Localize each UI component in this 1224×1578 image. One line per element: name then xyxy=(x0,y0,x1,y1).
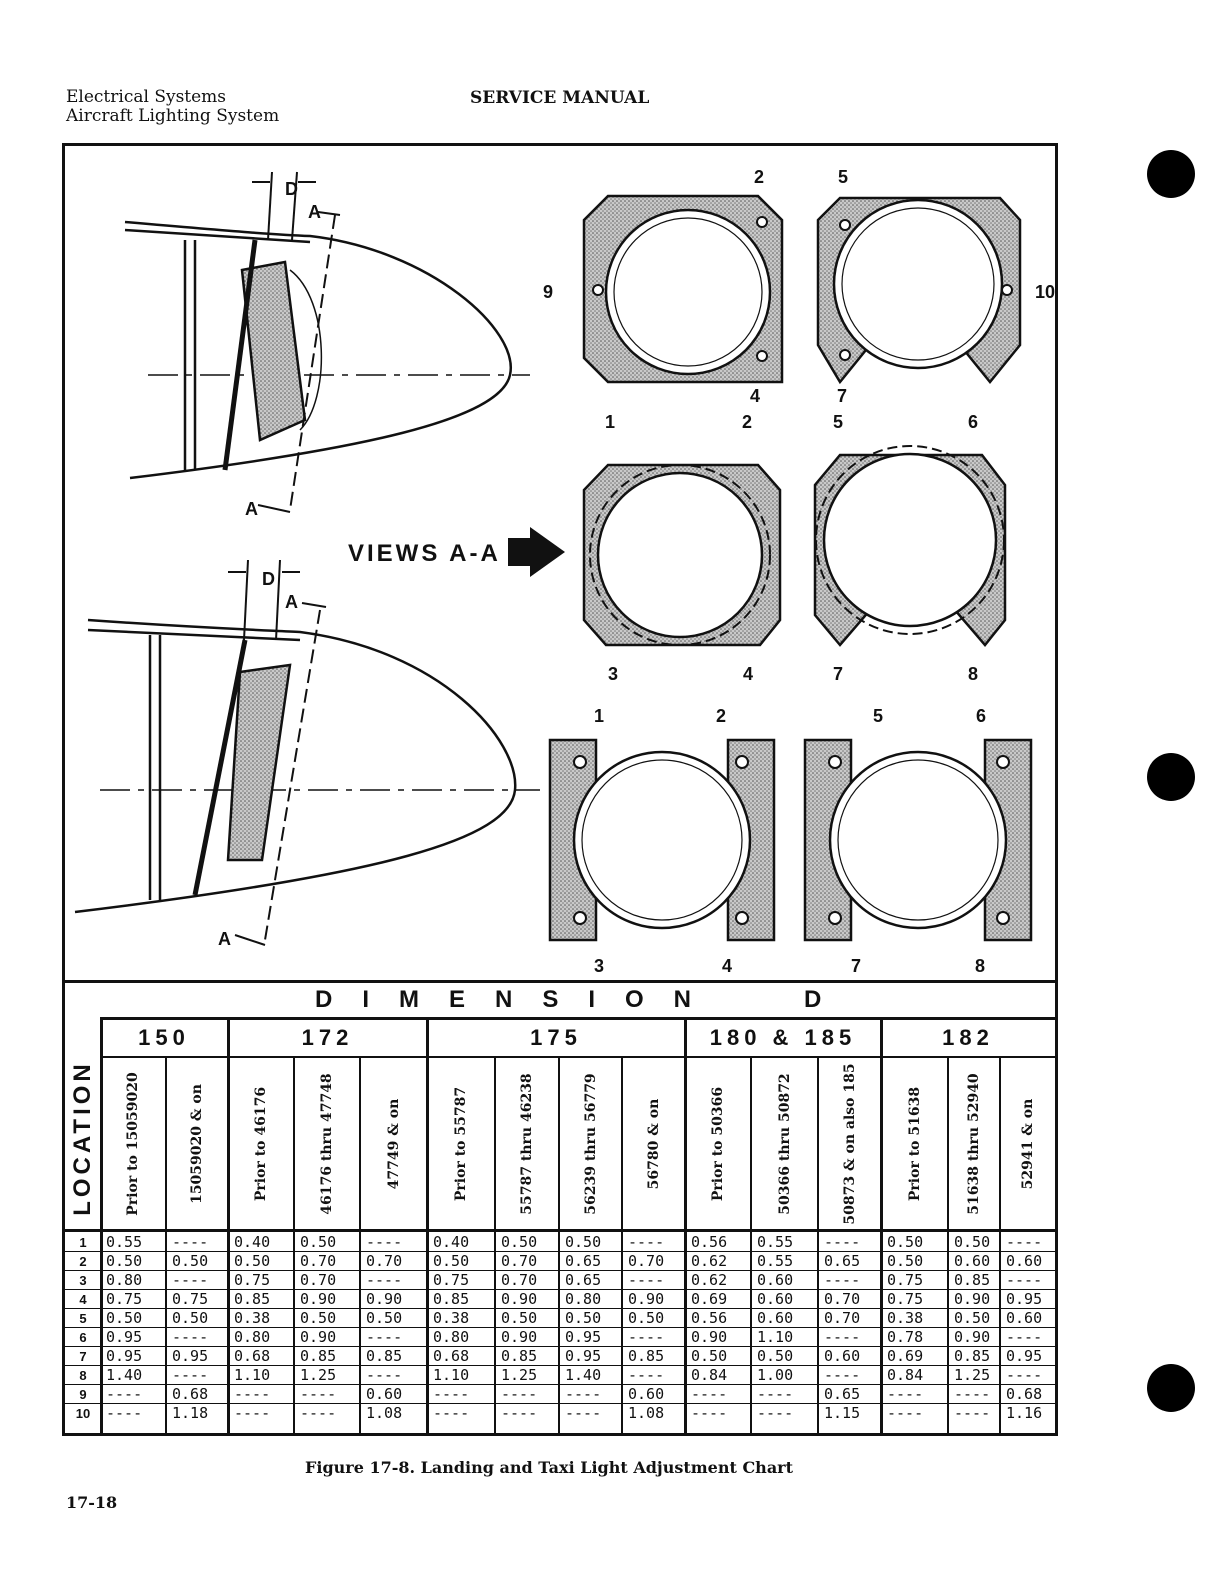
table-cell: 1.16 xyxy=(1006,1404,1043,1422)
table-cell: 0.70 xyxy=(824,1309,861,1327)
figure-caption: Figure 17-8. Landing and Taxi Light Adjustment Chart xyxy=(305,1458,793,1477)
callout-3-row3: 3 xyxy=(594,956,605,976)
upper-section-label-top: A xyxy=(308,202,321,222)
table-cell: 0.90 xyxy=(501,1328,538,1346)
callout-7-row1: 7 xyxy=(837,386,848,406)
table-cell: 0.95 xyxy=(172,1347,209,1365)
table-cell: 0.40 xyxy=(234,1233,271,1251)
table-bottom-rule xyxy=(62,1433,1058,1436)
table-cell: ---- xyxy=(366,1366,403,1384)
callout-9: 9 xyxy=(543,282,554,302)
callout-2-row3: 2 xyxy=(716,706,727,726)
location-number: 9 xyxy=(79,1387,87,1402)
table-cell: 0.65 xyxy=(824,1252,861,1270)
table-cell: 0.50 xyxy=(433,1252,470,1270)
upper-section-label-bottom: A xyxy=(245,499,258,519)
table-cell: 0.56 xyxy=(691,1233,728,1251)
table-cell: 1.08 xyxy=(628,1404,665,1422)
column-header-label: Prior to 15059020 xyxy=(125,1072,141,1216)
lower-lamp xyxy=(195,640,290,895)
callout-8-row2: 8 xyxy=(968,664,979,684)
table-cell: ---- xyxy=(824,1233,861,1251)
column-header xyxy=(427,1058,495,1230)
table-cell: 0.70 xyxy=(366,1252,403,1270)
table-cell: 1.10 xyxy=(234,1366,271,1384)
table-cell: 0.50 xyxy=(501,1309,538,1327)
lens-view-row2-right xyxy=(815,446,1005,645)
location-number: 4 xyxy=(79,1292,87,1307)
table-cell: ---- xyxy=(172,1366,209,1384)
column-header xyxy=(294,1058,360,1230)
table-cell: 0.95 xyxy=(106,1328,143,1346)
location-number: 2 xyxy=(79,1254,87,1269)
table-cell: ---- xyxy=(366,1328,403,1346)
table-cell: 0.38 xyxy=(433,1309,470,1327)
table-cell: 1.15 xyxy=(824,1404,861,1422)
table-cell: ---- xyxy=(1006,1271,1043,1289)
location-number: 6 xyxy=(79,1330,87,1345)
callout-4-row2: 4 xyxy=(743,664,754,684)
table-cell: 0.85 xyxy=(234,1290,271,1308)
table-cell: 0.68 xyxy=(234,1347,271,1365)
table-cell: 0.75 xyxy=(106,1290,143,1308)
table-cell: 0.50 xyxy=(172,1252,209,1270)
table-cell: 0.69 xyxy=(691,1290,728,1308)
table-cell: ---- xyxy=(366,1271,403,1289)
table-cell: 0.90 xyxy=(954,1290,991,1308)
table-cell: 0.80 xyxy=(234,1328,271,1346)
upper-dimension-letter: D xyxy=(285,179,298,199)
table-cell: 1.08 xyxy=(366,1404,403,1422)
table-cell: ---- xyxy=(1006,1366,1043,1384)
table-cell: 0.85 xyxy=(366,1347,403,1365)
table-cell: 0.85 xyxy=(433,1290,470,1308)
table-cell: ---- xyxy=(628,1233,665,1251)
table-cell: 0.68 xyxy=(1006,1385,1043,1403)
table-cell: 0.68 xyxy=(172,1385,209,1403)
table-cell: ---- xyxy=(172,1271,209,1289)
location-number: 5 xyxy=(79,1311,87,1326)
table-cell: 1.25 xyxy=(300,1366,337,1384)
table-cell: 0.60 xyxy=(824,1347,861,1365)
table-cell: 0.69 xyxy=(887,1347,924,1365)
table-cell: ---- xyxy=(887,1385,924,1403)
table-cell: 0.80 xyxy=(106,1271,143,1289)
table-cell: 1.25 xyxy=(501,1366,538,1384)
column-header-label: 15059020 & on xyxy=(189,1084,205,1204)
table-cell: 0.95 xyxy=(565,1328,602,1346)
lens-view-row1-left xyxy=(584,196,782,382)
table-cell: ---- xyxy=(1006,1328,1043,1346)
table-cell: 0.60 xyxy=(628,1385,665,1403)
table-cell: ---- xyxy=(954,1385,991,1403)
column-header xyxy=(818,1058,881,1230)
model-header: 150 xyxy=(138,1025,190,1050)
table-cell: ---- xyxy=(565,1404,602,1422)
model-header: 182 xyxy=(942,1025,994,1050)
table-cell: 0.38 xyxy=(234,1309,271,1327)
table-cell: 0.78 xyxy=(887,1328,924,1346)
table-cell: 0.90 xyxy=(366,1290,403,1308)
location-number: 10 xyxy=(75,1406,91,1421)
table-cell: 0.50 xyxy=(628,1309,665,1327)
table-cell: 0.80 xyxy=(565,1290,602,1308)
table-cell: 0.70 xyxy=(300,1271,337,1289)
callout-8-row3: 8 xyxy=(975,956,986,976)
lower-section-label-bottom: A xyxy=(218,929,231,949)
table-cell: ---- xyxy=(501,1404,538,1422)
table-cell: ---- xyxy=(757,1404,794,1422)
table-cell: ---- xyxy=(300,1385,337,1403)
table-cell: 0.65 xyxy=(565,1271,602,1289)
table-cell: 1.40 xyxy=(106,1366,143,1384)
table-cell: ---- xyxy=(234,1385,271,1403)
column-header xyxy=(166,1058,228,1230)
table-cell: 0.85 xyxy=(300,1347,337,1365)
model-header: 175 xyxy=(530,1025,582,1050)
column-header xyxy=(685,1058,751,1230)
table-cell: 0.90 xyxy=(300,1328,337,1346)
lower-wing-tip-profile xyxy=(75,620,540,912)
column-header xyxy=(881,1058,948,1230)
table-cell: 0.75 xyxy=(234,1271,271,1289)
table-cell: ---- xyxy=(501,1385,538,1403)
dimension-heading: DIMENSION xyxy=(315,986,722,1013)
table-cell: 1.10 xyxy=(433,1366,470,1384)
table-cell: ---- xyxy=(824,1271,861,1289)
column-header-label: Prior to 50366 xyxy=(710,1086,726,1202)
table-cell: 0.75 xyxy=(433,1271,470,1289)
table-cell: 0.75 xyxy=(887,1271,924,1289)
column-header-label: Prior to 46176 xyxy=(253,1086,269,1202)
table-cell: 1.40 xyxy=(565,1366,602,1384)
table-cell: 0.90 xyxy=(501,1290,538,1308)
table-cell: 0.50 xyxy=(366,1309,403,1327)
table-cell: 0.40 xyxy=(433,1233,470,1251)
table-cell: 0.62 xyxy=(691,1252,728,1270)
table-cell: 0.60 xyxy=(757,1309,794,1327)
dimension-letter: D xyxy=(804,986,822,1013)
table-cell: 0.50 xyxy=(106,1252,143,1270)
column-header xyxy=(622,1058,685,1230)
table-cell: ---- xyxy=(691,1385,728,1403)
table-cell: ---- xyxy=(234,1404,271,1422)
table-cell: 0.85 xyxy=(954,1347,991,1365)
table-cell: 0.50 xyxy=(565,1233,602,1251)
callout-4-row3: 4 xyxy=(722,956,733,976)
table-cell: 0.84 xyxy=(691,1366,728,1384)
column-header xyxy=(100,1058,166,1230)
table-cell: ---- xyxy=(300,1404,337,1422)
column-header-label: 56780 & on xyxy=(645,1098,662,1190)
table-cell: 0.70 xyxy=(300,1252,337,1270)
table-cell: ---- xyxy=(954,1404,991,1422)
table-cell: 0.55 xyxy=(106,1233,143,1251)
views-arrow-icon xyxy=(508,527,565,577)
callout-1-row2: 1 xyxy=(605,412,616,432)
lens-view-row3-right xyxy=(805,740,1031,940)
table-cell: 0.50 xyxy=(565,1309,602,1327)
upper-lamp xyxy=(225,240,321,470)
table-cell: ---- xyxy=(628,1366,665,1384)
table-cell: 0.70 xyxy=(501,1252,538,1270)
table-cell: 0.70 xyxy=(501,1271,538,1289)
table-cell: 0.60 xyxy=(757,1290,794,1308)
table-cell: 0.50 xyxy=(887,1252,924,1270)
table-cell: 0.50 xyxy=(887,1233,924,1251)
dimension-title xyxy=(100,983,1055,1017)
lens-view-row1-right xyxy=(818,198,1020,382)
callout-5-row2: 5 xyxy=(833,412,844,432)
table-cell: 0.38 xyxy=(887,1309,924,1327)
table-cell: 0.85 xyxy=(501,1347,538,1365)
table-cell: 0.62 xyxy=(691,1271,728,1289)
column-header xyxy=(559,1058,622,1230)
column-header-label: Prior to 51638 xyxy=(906,1086,923,1202)
location-number: 3 xyxy=(79,1273,87,1288)
model-header: 180 & 185 xyxy=(709,1025,857,1050)
table-cell: 1.25 xyxy=(954,1366,991,1384)
table-cell: 0.50 xyxy=(691,1347,728,1365)
column-header-label: 52941 & on xyxy=(1019,1098,1036,1190)
location-number: 1 xyxy=(79,1235,87,1250)
table-cell: 1.10 xyxy=(757,1328,794,1346)
callout-4-row1: 4 xyxy=(750,386,761,406)
table-cell: 0.90 xyxy=(300,1290,337,1308)
table-cell: 0.60 xyxy=(1006,1252,1043,1270)
column-header-label: 46176 thru 47748 xyxy=(319,1073,335,1215)
column-header-label: 56239 thru 56779 xyxy=(582,1073,599,1215)
column-header-label: 55787 thru 46238 xyxy=(519,1073,535,1215)
column-header-label: 50366 thru 50872 xyxy=(776,1073,793,1215)
table-cell: 0.84 xyxy=(887,1366,924,1384)
column-header-label: 50873 & on also 185 xyxy=(841,1063,858,1225)
table-cell: 0.55 xyxy=(757,1252,794,1270)
callout-5-row1: 5 xyxy=(838,167,849,187)
callout-2-row2: 2 xyxy=(742,412,753,432)
lens-view-row3-left xyxy=(550,740,774,940)
page-number: 17-18 xyxy=(66,1493,118,1512)
table-cell: ---- xyxy=(172,1233,209,1251)
table-cell: ---- xyxy=(757,1385,794,1403)
table-cell: ---- xyxy=(824,1328,861,1346)
table-cell: 0.60 xyxy=(757,1271,794,1289)
callout-10: 10 xyxy=(1035,282,1056,302)
table-cell: ---- xyxy=(691,1404,728,1422)
lens-view-row2-left xyxy=(584,465,780,645)
table-cell: 0.50 xyxy=(954,1233,991,1251)
table-cell: ---- xyxy=(172,1328,209,1346)
table-cell: 1.00 xyxy=(757,1366,794,1384)
location-label xyxy=(66,1045,100,1230)
table-cell: 0.75 xyxy=(887,1290,924,1308)
column-header-label: 47749 & on xyxy=(385,1098,402,1190)
table-cell: 0.65 xyxy=(824,1385,861,1403)
table-cell: 0.95 xyxy=(565,1347,602,1365)
table-cell: ---- xyxy=(1006,1233,1043,1251)
table-cell: ---- xyxy=(887,1404,924,1422)
table-cell: 0.60 xyxy=(1006,1309,1043,1327)
callout-7-row2: 7 xyxy=(833,664,844,684)
table-cell: 0.50 xyxy=(300,1233,337,1251)
table-cell: 0.56 xyxy=(691,1309,728,1327)
table-cell: ---- xyxy=(628,1328,665,1346)
table-cell: 0.50 xyxy=(757,1347,794,1365)
table-cell: 0.70 xyxy=(824,1290,861,1308)
table-cell: 0.50 xyxy=(172,1309,209,1327)
model-header: 172 xyxy=(301,1025,354,1050)
table-cell: ---- xyxy=(824,1366,861,1384)
lower-dimension-letter: D xyxy=(262,569,275,589)
table-cell: 0.95 xyxy=(106,1347,143,1365)
table-cell: ---- xyxy=(433,1385,470,1403)
table-cell: ---- xyxy=(106,1404,143,1422)
table-cell: 0.85 xyxy=(628,1347,665,1365)
table-cell: 0.50 xyxy=(234,1252,271,1270)
table-cell: ---- xyxy=(565,1385,602,1403)
table-cell: 0.85 xyxy=(954,1271,991,1289)
column-header-label: 51638 thru 52940 xyxy=(966,1073,982,1215)
callout-5-row3: 5 xyxy=(873,706,884,726)
callout-1-row3: 1 xyxy=(594,706,605,726)
section-line-2: Aircraft Lighting System xyxy=(66,106,280,126)
views-label: VIEWS A-A xyxy=(348,540,501,567)
location-number: 7 xyxy=(79,1349,87,1364)
table-cell: 0.90 xyxy=(628,1290,665,1308)
table-cell: 0.90 xyxy=(954,1328,991,1346)
table-top-rule xyxy=(62,980,1058,983)
table-cell: ---- xyxy=(628,1271,665,1289)
table-cell: 0.70 xyxy=(628,1252,665,1270)
callout-6-row2: 6 xyxy=(968,412,979,432)
table-cell: 0.75 xyxy=(172,1290,209,1308)
callout-3-row2: 3 xyxy=(608,664,619,684)
manual-title: SERVICE MANUAL xyxy=(470,88,650,108)
table-cell: 0.60 xyxy=(366,1385,403,1403)
location-label-text: LOCATION xyxy=(69,1059,96,1216)
table-cell: 0.50 xyxy=(106,1309,143,1327)
callout-6-row3: 6 xyxy=(976,706,987,726)
table-cell: 0.80 xyxy=(433,1328,470,1346)
table-cell: 0.95 xyxy=(1006,1290,1043,1308)
table-cell: ---- xyxy=(366,1233,403,1251)
table-cell: 0.65 xyxy=(565,1252,602,1270)
table-cell: 0.55 xyxy=(757,1233,794,1251)
column-header xyxy=(1000,1058,1055,1230)
table-cell: 0.90 xyxy=(691,1328,728,1346)
column-header xyxy=(495,1058,559,1230)
column-header xyxy=(228,1058,294,1230)
table-cell: 0.68 xyxy=(433,1347,470,1365)
section-line-1: Electrical Systems xyxy=(66,87,227,107)
table-cell: ---- xyxy=(106,1385,143,1403)
table-cell: 1.18 xyxy=(172,1404,209,1422)
lower-section-label-top: A xyxy=(285,592,298,612)
table-cell: 0.50 xyxy=(954,1309,991,1327)
table-cell: 0.95 xyxy=(1006,1347,1043,1365)
location-number: 8 xyxy=(79,1368,87,1383)
column-header xyxy=(360,1058,427,1230)
column-header xyxy=(751,1058,818,1230)
table-cell: ---- xyxy=(433,1404,470,1422)
table-cell: 0.50 xyxy=(300,1309,337,1327)
table-cell: 0.60 xyxy=(954,1252,991,1270)
column-header-label: Prior to 55787 xyxy=(453,1086,469,1202)
table-cell: 0.50 xyxy=(501,1233,538,1251)
callout-2-row1: 2 xyxy=(754,167,765,187)
callout-7-row3: 7 xyxy=(851,956,862,976)
column-header xyxy=(948,1058,1000,1230)
